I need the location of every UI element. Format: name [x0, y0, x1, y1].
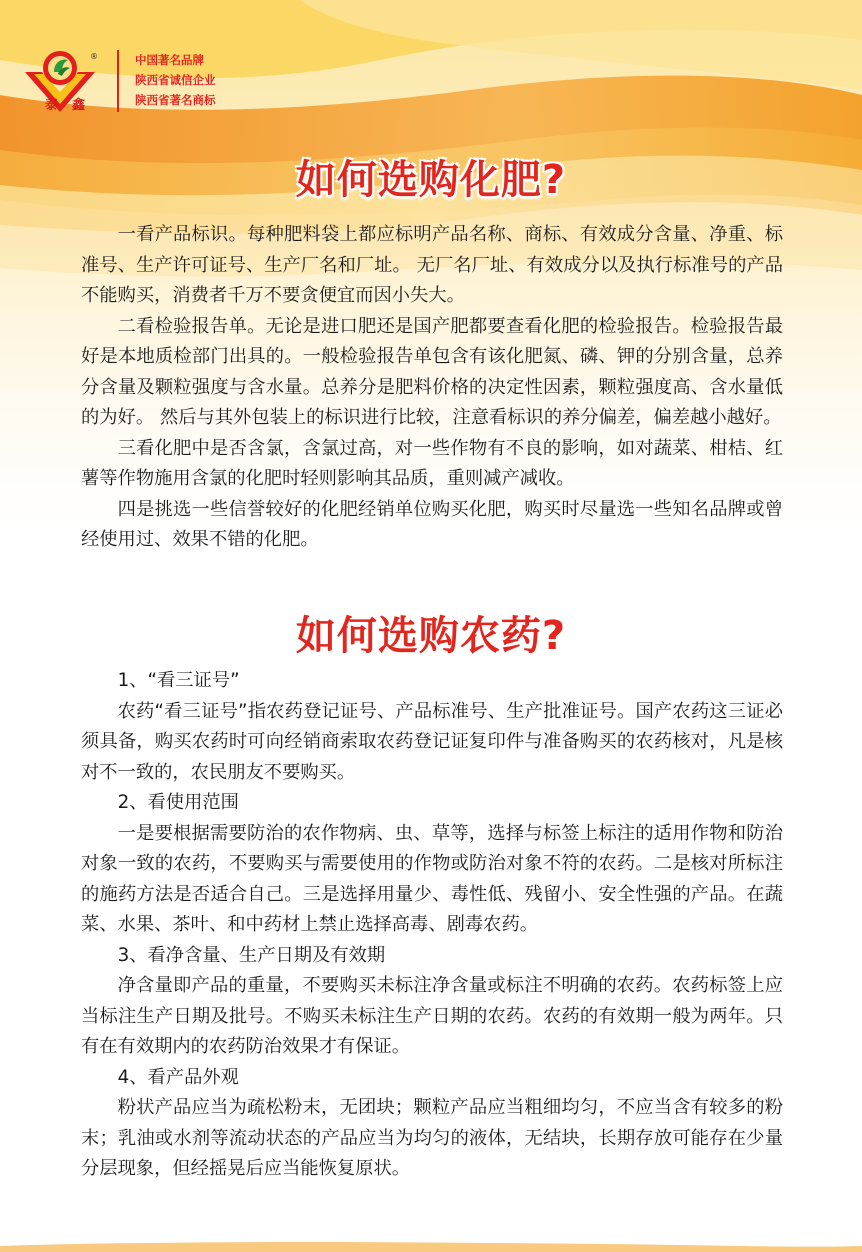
paragraph: 一是要根据需要防治的农作物病、虫、草等，选择与标签上标注的适用作物和防治对象一致的农药，不要购买与需要使用的作物或防治对象不符的农药。二是核对所标注的施药方法是否适合自己。三是选择用量少、毒性低、残留小、安全性强的产品。在蔬菜、水果、茶叶、和中药材上禁止选择高毒、剧毒农药。 — [81, 822, 783, 935]
slogan-3: 陕西省著名商标 — [135, 93, 216, 107]
header — [0, 0, 862, 130]
paragraph: 三看化肥中是否含氯，含氯过高，对一些作物有不良的影响，如对蔬菜、柑桔、红薯等作物施用含氯的化肥时轻则影响其品质，重则减产减收。 — [81, 437, 783, 489]
paragraph: 净含量即产品的重量，不要购买未标注净含量或标注不明确的农药。农药标签上应当标注生产日期及批号。不购买未标注生产日期的农药。农药的有效期一般为两年。只有在有效期内的农药防治效果才有保证。 — [81, 975, 783, 1057]
divider — [117, 50, 119, 112]
pesticide-section — [81, 666, 783, 1185]
subheading: 4、看产品外观 — [117, 1066, 239, 1088]
subheading: 1、“看三证号” — [117, 670, 240, 691]
paragraph: 粉状产品应当为疏松粉末，无团块；颗粒产品应当粗细均匀，不应当含有较多的粉末；乳油或水剂等流动状态的产品应当为均匀的液体，无结块，长期存放可能存在少量分层现象，但经摇晃后应当能恢复原状。 — [81, 1097, 783, 1179]
slogan-2: 陕西省诚信企业 — [135, 73, 216, 87]
brand-slogans — [135, 50, 216, 110]
paragraph: 二看检验报告单。无论是进口肥还是国产肥都要查看化肥的检验报告。检验报告最好是本地质检部门出具的。一般检验报告单包含有该化肥氮、磷、钾的分别含量，总养分含量及颗粒强度与含水量。总养分是肥料价格的决定性因素，颗粒强度高、含水量低的为好。 然后与其外包装上的标识进行比较，注意看标识的养分偏差，偏差越小越好。 — [81, 315, 783, 428]
fertilizer-title: 如何选购化肥? — [295, 157, 567, 203]
paragraph: 四是挑选一些信誉较好的化肥经销单位购买化肥，购买时尽量选一些知名品牌或曾经使用过、效果不错的化肥。 — [81, 498, 783, 550]
paragraph: 一看产品标识。每种肥料袋上都应标明产品名称、商标、有效成分含量、净重、标准号、生产许可证号、生产厂名和厂址。 无厂名厂址、有效成分以及执行标准号的产品不能购买，消费者千万不要贪便宜而因小失大。 — [81, 224, 783, 306]
pesticide-title: 如何选购农药? — [295, 613, 567, 659]
logo-text: 泰鑫 — [45, 98, 100, 113]
slogan-1: 中国著名品牌 — [135, 53, 204, 67]
registered-mark: ® — [90, 52, 98, 61]
fertilizer-section — [81, 220, 783, 556]
paragraph: 农药“看三证号”指农药登记证号、产品标准号、生产批准证号。国产农药这三证必须具备，购买农药时可向经销商索取农药登记证复印件与准备购买的农药核对，凡是核对不一致的，农民朋友不要购买。 — [81, 700, 783, 783]
subheading: 3、看净含量、生产日期及有效期 — [117, 944, 386, 966]
bottom-decoration — [0, 1238, 862, 1252]
subheading: 2、看使用范围 — [117, 792, 239, 813]
